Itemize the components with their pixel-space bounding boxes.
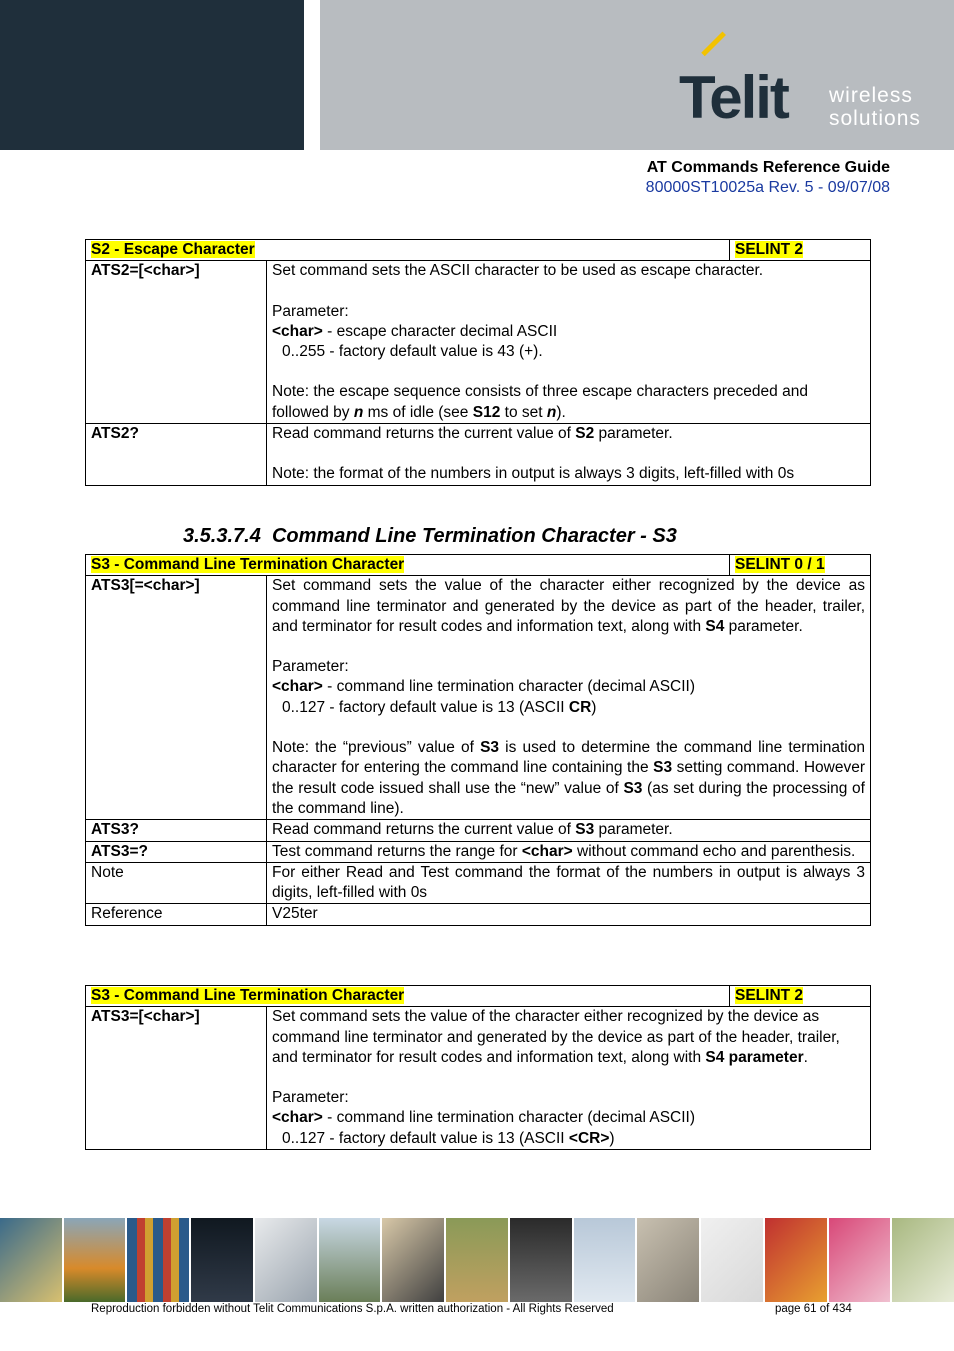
table-tag-cell	[730, 986, 871, 1007]
photo-tile	[892, 1218, 954, 1302]
photo-tile	[765, 1218, 827, 1302]
param-name: <char>	[272, 1109, 323, 1127]
section-number: 3.5.3.7.4	[183, 525, 261, 547]
table-row	[86, 904, 871, 925]
table-row	[86, 576, 871, 820]
table-tag-cell	[730, 240, 871, 261]
footer-photo-strip	[0, 1218, 954, 1302]
selint-tag: SELINT 2	[735, 241, 804, 258]
photo-tile	[255, 1218, 317, 1302]
table-row	[86, 424, 871, 486]
note-text	[272, 738, 865, 819]
param-name: <char>	[272, 322, 323, 340]
desc-part: Test command returns the range for	[272, 842, 522, 860]
desc-param: S4 parameter	[705, 1048, 804, 1066]
desc-param: S4	[705, 617, 725, 635]
table-title-cell	[86, 555, 730, 576]
command-cell: ATS2=[<char>]	[86, 261, 267, 424]
section-title: Command Line Termination Character - S3	[271, 525, 677, 547]
note-text: Note: the format of the numbers in output is always 3 digits, left-filled with 0s	[272, 465, 795, 483]
description-text	[272, 1007, 865, 1068]
s3-command-table-selint01	[85, 554, 871, 926]
document-revision: 80000ST10025a Rev. 5 - 09/07/08	[645, 179, 890, 196]
note-part: Note: the escape sequence consists of three escape characters preceded and followed by	[272, 383, 808, 421]
desc-param: <char>	[521, 842, 573, 860]
note-part: setting command. However the result code issued shall use the “new” value of	[272, 759, 865, 797]
table-title: S3 - Command Line Termination Character	[91, 556, 405, 573]
description-text: Set command sets the ASCII character to be used as escape character.	[272, 262, 764, 280]
footer-copyright: Reproduction forbidden without Telit Communications S.p.A. written authorization - All Rights Reserved	[91, 1303, 614, 1315]
note-n: n	[546, 403, 557, 421]
photo-tile	[510, 1218, 572, 1302]
param-desc: - escape character decimal ASCII	[322, 322, 558, 340]
section-heading	[183, 525, 677, 548]
command-cell: ATS3?	[86, 820, 267, 841]
parameter-label: Parameter:	[272, 302, 349, 320]
desc-part: parameter.	[594, 821, 673, 839]
header-dark-panel	[0, 0, 304, 150]
command-cell: ATS3=[<char>]	[86, 1007, 267, 1150]
photo-tile	[446, 1218, 508, 1302]
description-cell	[267, 261, 871, 424]
desc-param: S2	[575, 425, 595, 443]
description-cell: For either Read and Test command the format of the numbers in output is always 3 digits, left-filled with 0s	[267, 862, 871, 904]
param-range: 0..255 - factory default value is 43 (+).	[282, 343, 543, 361]
note-part: is used to determine the command line termination character for entering the command line containing the	[272, 739, 865, 777]
range-code: CR	[568, 698, 592, 716]
command-cell: ATS3[=<char>]	[86, 576, 267, 820]
description-cell	[267, 1007, 871, 1150]
desc-part: parameter.	[724, 617, 803, 635]
document-title: AT Commands Reference Guide	[646, 159, 890, 176]
photo-tile	[574, 1218, 636, 1302]
photo-tile	[127, 1218, 189, 1302]
description-cell	[267, 820, 871, 841]
description-cell	[267, 424, 871, 486]
description-cell	[267, 576, 871, 820]
note-param: S3	[480, 739, 500, 757]
table-title-cell	[86, 240, 730, 261]
photo-tile	[0, 1218, 62, 1302]
desc-part: parameter.	[594, 425, 673, 443]
photo-tile	[191, 1218, 253, 1302]
parameter-line	[272, 1108, 865, 1128]
range-part: 0..127 - factory default value is 13 (ASCII	[282, 698, 569, 716]
desc-part: Set command sets the value of the character either recognized by the device as command line terminator and generated by the device as part of the header, trailer, and terminator for result codes and information text, along with	[272, 577, 865, 635]
table-title-cell	[86, 986, 730, 1007]
desc-part: without command echo and parenthesis.	[572, 842, 856, 860]
note-part: Note: the “previous” value of	[272, 739, 481, 757]
photo-tile	[829, 1218, 891, 1302]
param-range	[272, 698, 865, 718]
command-cell: ATS2?	[86, 424, 267, 486]
range-part: )	[591, 698, 597, 716]
note-part: ms of idle (see	[363, 403, 473, 421]
param-desc: - command line termination character (decimal ASCII)	[322, 678, 695, 696]
selint-tag: SELINT 2	[735, 987, 804, 1004]
logo-wordmark: Telit	[679, 64, 788, 131]
note-part: (as set during the processing of the command line).	[272, 779, 865, 817]
parameter-line	[272, 677, 865, 697]
table-row	[86, 862, 871, 904]
note-param: S3	[653, 759, 673, 777]
page-number: page 61 of 434	[775, 1303, 852, 1315]
note-n: n	[353, 403, 364, 421]
logo-tagline-1: wireless	[829, 84, 913, 107]
table-row	[86, 820, 871, 841]
table-row	[86, 261, 871, 424]
param-range	[272, 1129, 865, 1149]
note-part: ).	[556, 403, 566, 421]
photo-tile	[319, 1218, 381, 1302]
s3-command-table-selint2	[85, 985, 871, 1150]
label-cell: Note	[86, 862, 267, 904]
table-row	[86, 1007, 871, 1150]
s2-command-table	[85, 239, 871, 486]
desc-part: .	[803, 1048, 808, 1066]
parameter-label: Parameter:	[272, 1089, 349, 1107]
photo-tile	[64, 1218, 126, 1302]
table-tag-cell	[730, 555, 871, 576]
photo-tile	[701, 1218, 763, 1302]
range-part: )	[609, 1129, 615, 1147]
photo-tile	[382, 1218, 444, 1302]
label-cell: Reference	[86, 904, 267, 925]
description-text	[272, 424, 865, 444]
note-part: to set	[500, 403, 547, 421]
parameter-label: Parameter:	[272, 658, 349, 676]
table-title: S2 - Escape Character	[91, 241, 255, 258]
selint-tag: SELINT 0 / 1	[735, 556, 825, 573]
command-cell: ATS3=?	[86, 841, 267, 862]
note-s12: S12	[472, 403, 501, 421]
telit-logo	[676, 50, 936, 135]
param-desc: - command line termination character (decimal ASCII)	[322, 1109, 695, 1127]
table-title: S3 - Command Line Termination Character	[91, 987, 405, 1004]
range-code: <CR>	[568, 1129, 610, 1147]
description-text	[272, 576, 865, 637]
desc-param: S3	[575, 821, 595, 839]
parameter-line	[272, 322, 865, 342]
description-cell	[267, 841, 871, 862]
desc-part: Read command returns the current value of	[272, 821, 576, 839]
logo-tagline-2: solutions	[829, 107, 921, 130]
photo-tile	[637, 1218, 699, 1302]
description-cell: V25ter	[267, 904, 871, 925]
note-text	[272, 382, 865, 423]
param-name: <char>	[272, 678, 323, 696]
desc-part: Set command sets the value of the character either recognized by the device as command line terminator and generated by the device as part of the header, trailer, and terminator for result codes and information text, along with	[272, 1008, 840, 1066]
range-part: 0..127 - factory default value is 13 (ASCII	[282, 1129, 569, 1147]
table-row	[86, 841, 871, 862]
note-param: S3	[623, 779, 643, 797]
desc-part: Read command returns the current value of	[272, 425, 576, 443]
